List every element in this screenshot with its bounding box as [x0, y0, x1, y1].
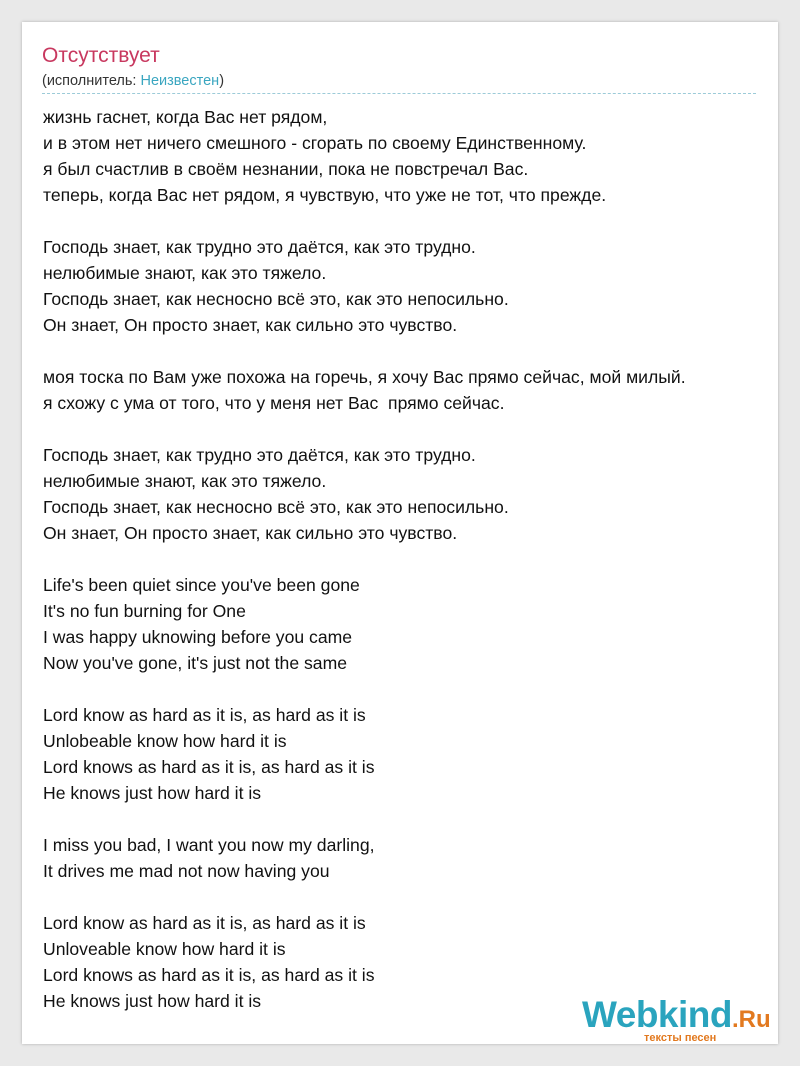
logo-main-text: Webkind — [582, 994, 732, 1035]
artist-prefix: (исполнитель: — [42, 73, 141, 89]
lyric-line — [43, 208, 788, 234]
artist-line — [42, 73, 224, 89]
lyric-line: Господь знает, как трудно это даётся, как это трудно. — [43, 237, 476, 257]
lyric-line: Господь знает, как несносно всё это, как это непосильно. — [43, 289, 509, 309]
lyric-line: я схожу с ума от того, что у меня нет Вас прямо сейчас. — [43, 393, 505, 413]
lyric-line: Он знает, Он просто знает, как сильно это чувство. — [43, 523, 458, 543]
artist-suffix: ) — [219, 73, 225, 89]
lyric-line: теперь, когда Вас нет рядом, я чувствую, что уже не тот, что прежде. — [43, 185, 607, 205]
lyric-line: Unlobeable know how hard it is — [43, 731, 287, 751]
lyric-line: Lord knows as hard as it is, as hard as it is — [43, 757, 375, 777]
lyric-line — [43, 338, 788, 364]
logo-tagline: тексты песен — [644, 1032, 717, 1044]
lyric-line — [43, 416, 788, 442]
lyric-line — [43, 676, 788, 702]
lyric-line: Господь знает, как трудно это даётся, как это трудно. — [43, 445, 476, 465]
lyric-line: и в этом нет ничего смешного - сгорать по своему Единственному. — [43, 133, 587, 153]
lyric-line — [43, 546, 788, 572]
site-logo[interactable] — [582, 994, 771, 1044]
lyric-line: Lord knows as hard as it is, as hard as it is — [43, 965, 375, 985]
logo-tld-text: .Ru — [732, 1006, 771, 1033]
lyric-line: I miss you bad, I want you now my darling, — [43, 835, 375, 855]
divider — [42, 93, 756, 94]
lyric-line: Lord know as hard as it is, as hard as it is — [43, 913, 366, 933]
lyric-line: It drives me mad not now having you — [43, 861, 330, 881]
lyrics-text — [43, 104, 788, 1014]
lyric-line: нелюбимые знают, как это тяжело. — [43, 263, 327, 283]
lyric-line: моя тоска по Вам уже похожа на горечь, я хочу Вас прямо сейчас, мой милый. — [43, 367, 686, 387]
lyrics-card — [22, 22, 778, 1044]
lyric-line: Господь знает, как несносно всё это, как это непосильно. — [43, 497, 509, 517]
lyric-line: He knows just how hard it is — [43, 991, 262, 1011]
lyric-line: Now you've gone, it's just not the same — [43, 653, 348, 673]
song-title: Отсутствует — [42, 44, 160, 67]
lyric-line: жизнь гаснет, когда Вас нет рядом, — [43, 107, 328, 127]
lyric-line: Он знает, Он просто знает, как сильно это чувство. — [43, 315, 458, 335]
lyric-line — [43, 884, 788, 910]
lyric-line: нелюбимые знают, как это тяжело. — [43, 471, 327, 491]
lyric-line — [43, 806, 788, 832]
lyric-line: He knows just how hard it is — [43, 783, 262, 803]
lyric-line: я был счастлив в своём незнании, пока не повстречал Вас. — [43, 159, 529, 179]
lyric-line: Life's been quiet since you've been gone — [43, 575, 360, 595]
lyric-line: Unloveable know how hard it is — [43, 939, 286, 959]
lyric-line: It's no fun burning for One — [43, 601, 246, 621]
lyric-line: I was happy uknowing before you came — [43, 627, 353, 647]
lyric-line: Lord know as hard as it is, as hard as it is — [43, 705, 366, 725]
artist-link[interactable]: Неизвестен — [140, 73, 220, 89]
